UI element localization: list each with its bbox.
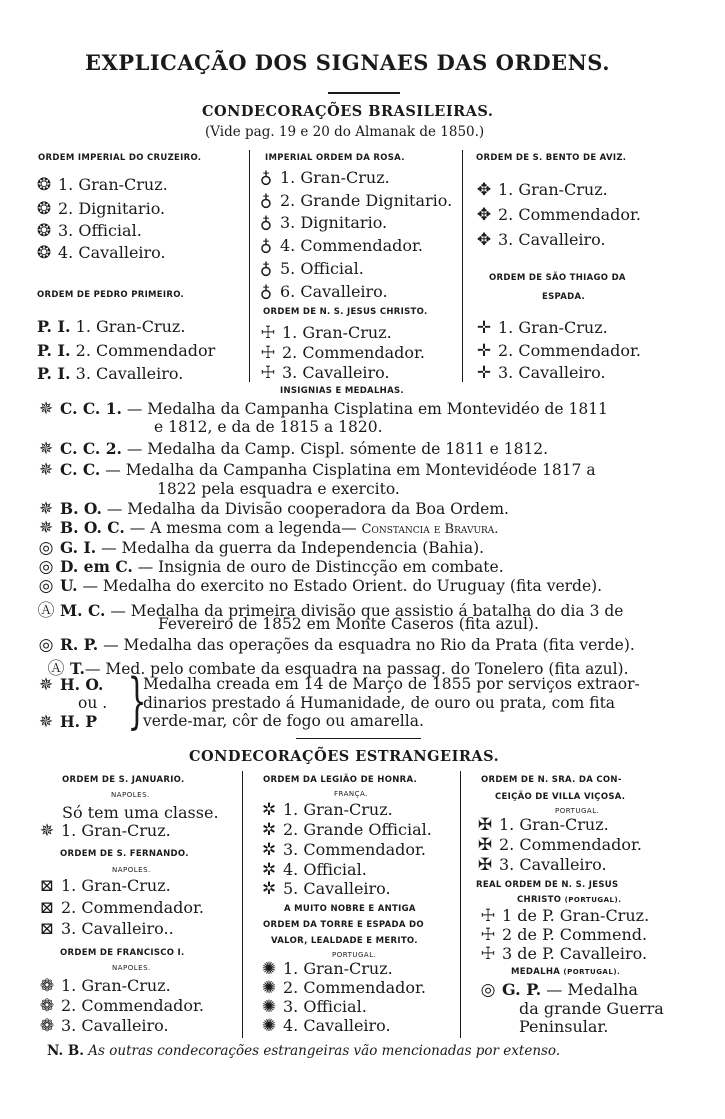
list-item (258, 820, 432, 840)
item-label: 5. Official. (280, 259, 364, 278)
list-item (37, 341, 215, 360)
item-label: 4. Cavalleiro. (283, 1016, 391, 1035)
medal-row (35, 675, 103, 695)
circle-medal-icon: ◎ (38, 576, 54, 596)
item-label: 3. Cavalleiro.. (61, 919, 174, 938)
item-label: 1. Gran-Cruz. (498, 318, 608, 337)
list-note: Só tem uma classe. (62, 803, 219, 822)
medal-code: B. O. C. (60, 518, 125, 537)
section-header-januario: ORDEM DE S. JANUARIO. (62, 775, 185, 785)
medal-text-cont: Peninsular. (519, 1017, 609, 1036)
medal-row (35, 557, 504, 577)
list-item (477, 925, 647, 945)
aviz-icon: ✥ (476, 230, 492, 250)
medal-row (35, 538, 484, 558)
list-item (257, 363, 390, 383)
column-divider (242, 771, 243, 1038)
list-item (258, 840, 426, 860)
vicosa-cross-icon: ✠ (477, 835, 493, 855)
medal-text: — A mesma com a legenda— (129, 519, 362, 537)
francisco-icon: ❁ (39, 996, 55, 1016)
medal-text: — Medalha da Campanha Cisplatina em Montevidéode 1817 a (105, 461, 596, 479)
medal-code: M. C. (60, 601, 106, 620)
list-item (473, 363, 606, 383)
item-label: 4. Cavalleiro. (58, 243, 166, 262)
list-item (257, 323, 392, 343)
torre-star-icon: ✺ (261, 1016, 277, 1036)
list-item (255, 259, 364, 279)
medal-text-cont: da grande Guerra (519, 999, 664, 1018)
list-item (36, 919, 174, 939)
lettered-medal-icon: Ⓐ (47, 659, 65, 679)
medal-row-cont: 1822 pela esquadra e exercito. (157, 480, 400, 498)
title-divider (328, 92, 400, 94)
legiao-star-icon: ✲ (261, 860, 277, 880)
star-icon: ✵ (38, 460, 54, 480)
section-sub: FRANÇA. (334, 790, 368, 798)
brace: } (127, 666, 147, 736)
item-label: 1. Gran-Cruz. (283, 800, 393, 819)
star-icon: ✵ (38, 399, 54, 419)
fernando-icon: ⊠ (39, 876, 55, 896)
item-label: 2 de P. Commend. (502, 925, 648, 944)
list-item (258, 800, 393, 820)
christo-cross-icon: ☩ (480, 925, 496, 945)
list-item (36, 976, 171, 996)
medal-legend: Constancia e Bravura. (361, 522, 499, 537)
christo-cross-icon: ☩ (480, 906, 496, 926)
item-label: 3 de P. Cavalleiro. (502, 944, 648, 963)
christo-cross-icon: ☩ (260, 323, 276, 343)
section-header-torre: A MUITO NOBRE E ANTIGA (284, 904, 416, 914)
list-item (33, 199, 165, 219)
section-header-thiago: ORDEM DE SÃO THIAGO DA (489, 273, 626, 283)
medal-code: R. P. (60, 635, 99, 654)
section-sub: NAPOLES. (112, 964, 151, 972)
item-label: 2. Commendador. (498, 205, 641, 224)
medal-row-cont: e 1812, e da de 1815 a 1820. (154, 418, 383, 436)
medal-text: — Med. pelo combate da esquadra na passag. do Tonelero (fita azul). (84, 660, 629, 678)
list-item (33, 175, 168, 195)
rosa-icon: ♁ (259, 168, 273, 188)
item-code: P. I. (37, 317, 71, 336)
list-item (33, 243, 166, 263)
item-label: 2. Commendador (75, 341, 216, 360)
medal-text: — Medalha (546, 980, 638, 999)
section-header-francisco: ORDEM DE FRANCISCO I. (60, 948, 185, 958)
christo-cross-icon: ☩ (260, 343, 276, 363)
star-icon: ✵ (38, 439, 54, 459)
list-item (258, 978, 426, 998)
star-icon: ✵ (38, 712, 54, 732)
section-sub: NAPOLES. (111, 791, 150, 799)
column-divider (249, 150, 250, 382)
list-item (473, 230, 606, 250)
medal-code: H. O. (60, 675, 104, 694)
footnote-text: As outras condecorações estrangeiras vão mencionadas por extenso. (88, 1043, 561, 1059)
star-icon: ✵ (38, 518, 54, 538)
list-item (258, 959, 393, 979)
item-label: 3. Cavalleiro. (498, 230, 606, 249)
list-item (477, 906, 649, 926)
column-divider (462, 150, 463, 382)
section-header-thiago-2: ESPADA. (542, 292, 586, 302)
item-label: 2. Commendador. (282, 343, 425, 362)
column-divider (460, 771, 461, 1038)
medal-row (35, 518, 498, 538)
section-header-jesus-2 (517, 895, 621, 905)
list-item (474, 835, 642, 855)
medal-text: — Medalha da Campanha Cisplatina em Montevidéo de 1811 (126, 400, 608, 418)
item-label: 1. Gran-Cruz. (498, 180, 608, 199)
list-item (473, 341, 641, 361)
estrangeiras-heading: CONDECORAÇÕES ESTRANGEIRAS. (189, 748, 500, 765)
christo-cross-icon: ☩ (260, 363, 276, 383)
list-item (37, 317, 185, 336)
footnote-label: N. B. (47, 1043, 84, 1059)
header-text: MEDALHA (511, 967, 561, 977)
section-header-medalha (511, 967, 620, 977)
item-label: 3. Official. (58, 221, 142, 240)
item-label: 3. Cavalleiro. (498, 363, 606, 382)
list-item (477, 944, 647, 964)
page-title: EXPLICAÇÃO DOS SIGNAES DAS ORDENS. (85, 50, 611, 75)
cruzeiro-icon: ❂ (36, 199, 52, 219)
medal-code: C. C. 1. (60, 399, 122, 418)
medal-row (35, 499, 509, 519)
item-label: 1. Gran-Cruz. (282, 323, 392, 342)
medal-code: C. C. 2. (60, 439, 122, 458)
item-label: 3. Cavalleiro. (499, 855, 607, 874)
item-label: 1 de P. Gran-Cruz. (502, 906, 650, 925)
circle-medal-icon: ◎ (38, 557, 54, 577)
rosa-icon: ♁ (259, 236, 273, 256)
item-code: P. I. (37, 364, 71, 383)
medal-code: T. (70, 659, 85, 678)
item-label: 1. Gran-Cruz. (499, 815, 609, 834)
section-divider (296, 738, 421, 739)
aviz-icon: ✥ (476, 180, 492, 200)
christo-cross-icon: ☩ (480, 944, 496, 964)
item-label: 1. Gran-Cruz. (58, 175, 168, 194)
section-sub: (PORTUGAL). (563, 968, 621, 976)
list-item (255, 191, 452, 211)
circle-medal-icon: ◎ (480, 980, 496, 1000)
item-label: 4. Official. (283, 860, 367, 879)
vicosa-cross-icon: ✠ (477, 815, 493, 835)
almanak-note: (Vide pag. 19 e 20 do Almanak de 1850.) (205, 124, 485, 140)
francisco-icon: ❁ (39, 1016, 55, 1036)
medal-row (35, 635, 635, 655)
medal-row (35, 576, 602, 596)
section-header-aviz: ORDEM DE S. BENTO DE AVIZ. (476, 153, 627, 163)
medal-code: U. (60, 576, 78, 595)
item-label: 3. Commendador. (283, 840, 426, 859)
circle-medal-icon: ◎ (38, 635, 54, 655)
footnote (47, 1043, 560, 1059)
section-sub: PORTUGAL. (555, 807, 600, 815)
section-header-rosa: IMPERIAL ORDEM DA ROSA. (265, 153, 405, 163)
thiago-cross-icon: ✛ (476, 363, 492, 383)
list-item (255, 168, 390, 188)
list-item (474, 815, 609, 835)
medal-text: — Medalha da primeira divisão que assistio á batalha do dia 3 de (110, 602, 624, 620)
medal-row (35, 399, 608, 419)
item-label: 2. Commendador. (283, 978, 426, 997)
section-header-legiao: ORDEM DA LEGIÃO DE HONRA. (263, 775, 418, 785)
medal-row (35, 439, 548, 459)
circle-medal-icon: ◎ (38, 538, 54, 558)
section-sub: (PORTUGAL). (564, 896, 622, 904)
medal-code: G. I. (60, 538, 97, 557)
section-sub: NAPOLES. (112, 866, 151, 874)
item-label: 3. Cavalleiro. (75, 364, 184, 383)
legiao-star-icon: ✲ (261, 879, 277, 899)
item-label: 2. Dignitario. (58, 199, 166, 218)
item-label: 3. Cavalleiro. (61, 1016, 169, 1035)
lettered-medal-icon: Ⓐ (37, 601, 55, 621)
list-item (258, 997, 367, 1017)
cruzeiro-icon: ❂ (36, 243, 52, 263)
thiago-cross-icon: ✛ (476, 341, 492, 361)
item-label: 1. Gran-Cruz. (61, 821, 171, 840)
francisco-icon: ❁ (39, 976, 55, 996)
cruzeiro-icon: ❂ (36, 221, 52, 241)
section-header-fernando: ORDEM DE S. FERNANDO. (60, 849, 189, 859)
vicosa-cross-icon: ✠ (477, 855, 493, 875)
insignias-header: INSIGNIAS E MEDALHAS. (280, 386, 404, 396)
medal-text: dinarios prestado á Humanidade, de ouro ou prata, com fita (143, 694, 616, 712)
medal-code: D. em C. (60, 557, 133, 576)
medal-row-cont: Fevereiro de 1852 em Monte Caseros (fita azul). (158, 615, 539, 633)
rosa-icon: ♁ (259, 213, 273, 233)
item-label: 5. Cavalleiro. (283, 879, 391, 898)
medal-text: — Medalha das operações da esquadra no Rio da Prata (fita verde). (103, 636, 635, 654)
star-icon: ✵ (38, 499, 54, 519)
medal-text: — Medalha da Divisão cooperadora da Boa Ordem. (106, 500, 509, 518)
januario-icon: ✵ (39, 821, 55, 841)
list-item (473, 180, 608, 200)
item-label: 1. Gran-Cruz. (61, 876, 171, 895)
medal-or: ou . (78, 694, 108, 712)
medal-code: G. P. (502, 980, 542, 999)
section-header-vicosa-2: CEIÇÃO DE VILLA VIÇOSA. (495, 792, 626, 802)
legiao-star-icon: ✲ (261, 840, 277, 860)
legiao-star-icon: ✲ (261, 820, 277, 840)
medal-code: B. O. (60, 499, 102, 518)
list-item (258, 860, 367, 880)
medal-row (35, 460, 596, 480)
item-label: 2. Grande Official. (283, 820, 432, 839)
list-item (36, 876, 171, 896)
fernando-icon: ⊠ (39, 898, 55, 918)
list-item (258, 879, 391, 899)
medal-text: — Insignia de ouro de Distincção em combate. (137, 558, 504, 576)
item-label: 4. Commendador. (280, 236, 423, 255)
item-label: 6. Cavalleiro. (280, 282, 388, 301)
list-item (258, 1016, 391, 1036)
medal-text: — Medalha do exercito no Estado Orient. do Uruguay (fita verde). (82, 577, 603, 595)
section-header-pedro: ORDEM DE PEDRO PRIMEIRO. (37, 290, 185, 300)
section-sub: PORTUGAL. (332, 951, 377, 959)
item-label: 2. Commendador. (499, 835, 642, 854)
list-item (257, 343, 425, 363)
item-label: 1. Gran-Cruz. (280, 168, 390, 187)
star-icon: ✵ (38, 675, 54, 695)
list-item (36, 1016, 169, 1036)
item-label: 3. Official. (283, 997, 367, 1016)
item-label: 2. Grande Dignitario. (280, 191, 453, 210)
fernando-icon: ⊠ (39, 919, 55, 939)
item-code: P. I. (37, 341, 71, 360)
section-header-torre-2: ORDEM DA TORRE E ESPADA DO (263, 920, 424, 930)
item-label: 2. Commendador. (61, 996, 204, 1015)
header-text: CHRISTO (517, 895, 562, 905)
section-header-jesus: REAL ORDEM DE N. S. JESUS (476, 880, 619, 890)
list-item (473, 205, 641, 225)
brasileiras-heading: CONDECORAÇÕES BRASILEIRAS. (202, 103, 494, 120)
list-item (36, 821, 171, 841)
torre-star-icon: ✺ (261, 959, 277, 979)
medal-text: — Medalha da Camp. Cispl. sómente de 1811 e 1812. (126, 440, 549, 458)
list-item (474, 855, 607, 875)
list-item (477, 980, 638, 1000)
medal-code: C. C. (60, 460, 101, 479)
aviz-icon: ✥ (476, 205, 492, 225)
item-label: 3. Dignitario. (280, 213, 388, 232)
cruzeiro-icon: ❂ (36, 175, 52, 195)
medal-code: H. P (60, 712, 98, 731)
list-item (33, 221, 142, 241)
item-label: 1. Gran-Cruz. (61, 976, 171, 995)
item-label: 2. Commendador. (61, 898, 204, 917)
item-label: 3. Cavalleiro. (282, 363, 390, 382)
section-header-christo: ORDEM DE N. S. JESUS CHRISTO. (263, 307, 428, 317)
rosa-icon: ♁ (259, 282, 273, 302)
medal-text: verde-mar, côr de fogo ou amarella. (143, 712, 424, 730)
section-header-torre-3: VALOR, LEALDADE E MERITO. (271, 936, 418, 946)
legiao-star-icon: ✲ (261, 800, 277, 820)
torre-star-icon: ✺ (261, 997, 277, 1017)
rosa-icon: ♁ (259, 259, 273, 279)
list-item (255, 282, 388, 302)
rosa-icon: ♁ (259, 191, 273, 211)
item-label: 1. Gran-Cruz. (283, 959, 393, 978)
list-item (255, 213, 387, 233)
torre-star-icon: ✺ (261, 978, 277, 998)
list-item (37, 364, 183, 383)
list-item (36, 996, 204, 1016)
thiago-cross-icon: ✛ (476, 318, 492, 338)
list-item (473, 318, 608, 338)
medal-text: — Medalha da guerra da Independencia (Bahia). (101, 539, 485, 557)
item-label: 1. Gran-Cruz. (75, 317, 186, 336)
list-item (255, 236, 423, 256)
list-item (36, 898, 204, 918)
medal-text: Medalha creada em 14 de Março de 1855 por serviços extraor- (143, 675, 640, 693)
medal-row (35, 712, 97, 732)
section-header-vicosa: ORDEM DE N. SRA. DA CON- (481, 775, 622, 785)
section-header-cruzeiro: ORDEM IMPERIAL DO CRUZEIRO. (38, 153, 202, 163)
item-label: 2. Commendador. (498, 341, 641, 360)
